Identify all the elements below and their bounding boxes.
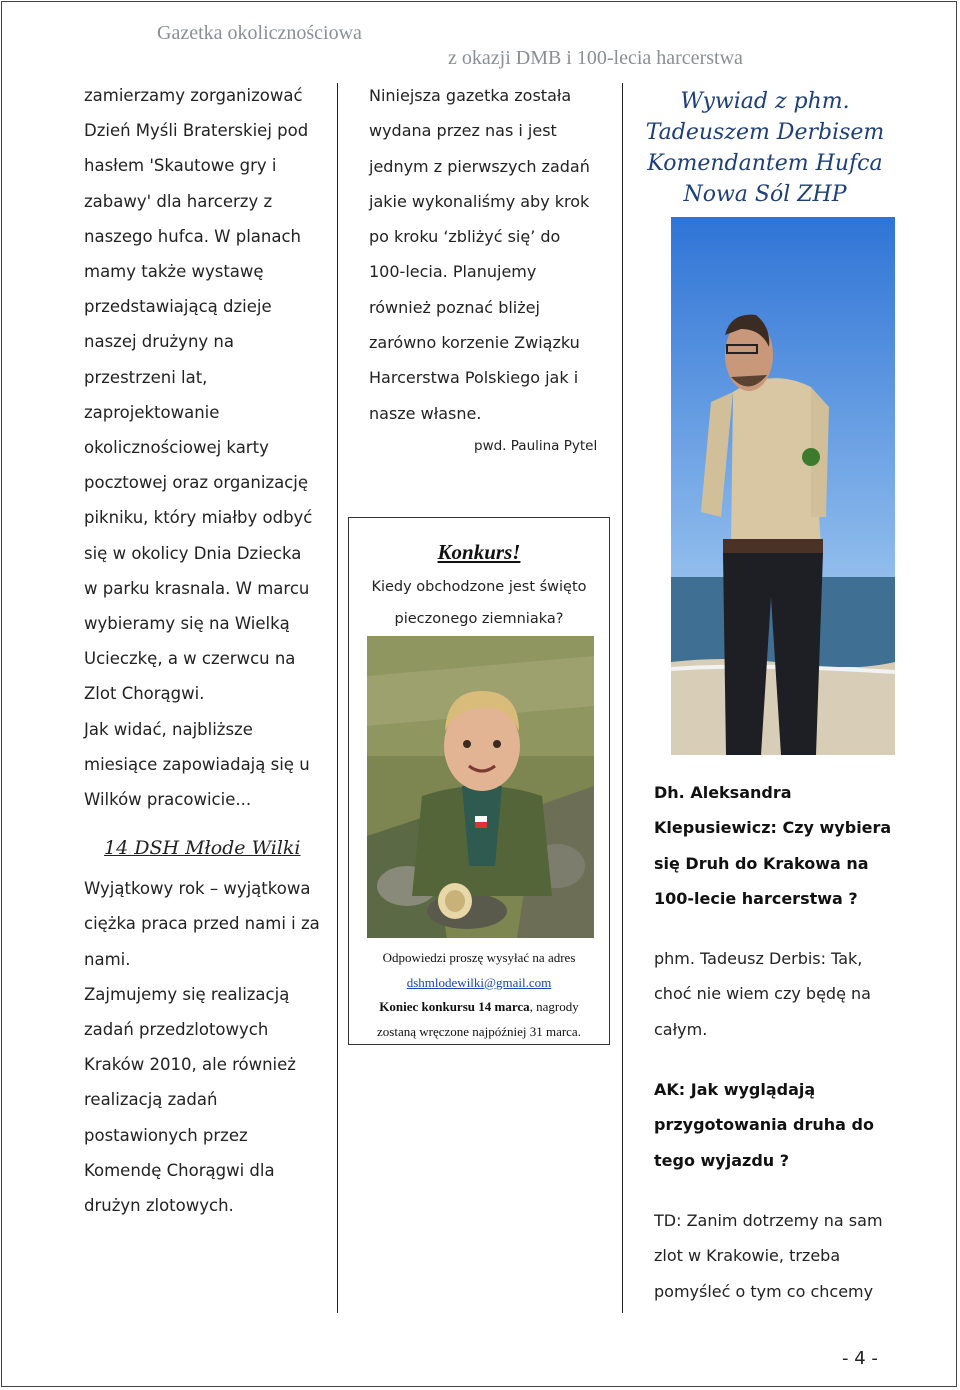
column-divider-left (337, 83, 338, 1313)
scoutmaster-beach-illustration (671, 217, 895, 755)
text-line: Wyjątkowy rok – wyjątkowa (84, 879, 311, 899)
text-line: Wilków pracowicie... (84, 790, 252, 810)
contest-title: Konkurs! (437, 540, 521, 564)
middle-column-text (369, 78, 619, 431)
scoutmaster-photo (671, 217, 895, 755)
text-line: Zajmujemy się realizacją (84, 984, 290, 1004)
question-line: Klepusiewicz: Czy wybiera (654, 818, 892, 838)
question-line: tego wyjazdu ? (654, 1150, 790, 1170)
text-line: Zlot Chorągwi. (84, 684, 205, 704)
text-line: naszego hufca. W planach (84, 226, 302, 246)
footer-deadline-line (349, 995, 609, 1020)
email-link[interactable]: dshmlodewilki@gmail.com (406, 974, 552, 990)
spacer (654, 1047, 904, 1072)
text-line: Ucieczkę, a w czerwcu na (84, 649, 296, 669)
text-line: drużyn zlotowych. (84, 1196, 234, 1216)
text-line: wydana przez nas i jest (369, 121, 557, 141)
header-right: z okazji DMB i 100-lecia harcerstwa (448, 47, 743, 69)
answer-line: całym. (654, 1019, 708, 1039)
text-line: się w okolicy Dnia Dziecka (84, 543, 302, 563)
question-line: się Druh do Krakowa na (654, 853, 869, 873)
contest-footer (349, 946, 609, 1044)
section-subheading: 14 DSH Młode Wilki (104, 837, 301, 860)
left-column-text (84, 78, 329, 1223)
text-line: nami. (84, 949, 131, 969)
deadline-rest: , nagrody (529, 999, 579, 1014)
title-line: Tadeuszem Derbisem (645, 120, 885, 145)
text-line: jakie wykonaliśmy aby krok (369, 191, 590, 211)
text-line: Niniejsza gazetka została (369, 86, 572, 105)
text-line: nasze własne. (369, 403, 482, 423)
boy-scout-illustration (367, 636, 594, 938)
text-line: Kraków 2010, ale również (84, 1055, 296, 1075)
boy-scout-photo (367, 636, 594, 938)
question-line: 100-lecie harcerstwa ? (654, 888, 858, 908)
answer-line: TD: Zanim dotrzemy na sam (654, 1210, 883, 1230)
text-line: pocztowej oraz organizację (84, 473, 309, 493)
text-line: zaprojektowanie (84, 402, 220, 422)
text-line: mamy także wystawę (84, 262, 264, 282)
header-left: Gazetka okolicznościowa (157, 22, 362, 44)
question-line: przygotowania druha do (654, 1115, 874, 1135)
text-line: w parku krasnala. W marcu (84, 578, 310, 598)
text-line: zabawy' dla harcerzy z (84, 191, 273, 211)
contest-question (349, 571, 609, 635)
footer-line: Odpowiedzi proszę wysyłać na adres (382, 950, 576, 965)
text-line: Dzień Myśli Braterskiej pod (84, 121, 309, 141)
text-line: przestrzeni lat, (84, 367, 208, 387)
text-line: zarówno korzenie Związku (369, 333, 580, 353)
text-line: 100-lecia. Planujemy (369, 262, 537, 282)
contest-box (348, 517, 610, 1045)
title-line: Nowa Sól ZHP (683, 182, 847, 207)
answer-line: zlot w Krakowie, trzeba (654, 1246, 841, 1266)
text-line: Harcerstwa Polskiego jak i (369, 368, 579, 388)
text-line: po kroku ‘zbliżyć się’ do (369, 227, 561, 247)
footer-line: zostaną wręczone najpóźniej 31 marca. (377, 1023, 581, 1039)
question-line: pieczonego ziemniaka? (394, 611, 564, 627)
text-line: okolicznościowej karty (84, 438, 269, 458)
text-line: postawionych przez (84, 1125, 248, 1145)
signature: pwd. Paulina Pytel (474, 438, 598, 454)
title-line: Wywiad z phm. (680, 89, 850, 114)
text-line: ciężka praca przed nami i za (84, 914, 320, 934)
text-line: zadań przedzlotowych (84, 1020, 269, 1040)
text-line: przedstawiającą dzieje (84, 297, 272, 317)
answer-line: pomyśleć o tym co chcemy (654, 1281, 874, 1301)
text-line: Jak widać, najbliższe (84, 719, 253, 739)
text-line: również poznać bliżej (369, 297, 540, 317)
text-line: pikniku, który miałby odbyć (84, 508, 313, 528)
question-line: AK: Jak wyglądają (654, 1080, 816, 1100)
text-line: realizacją zadań (84, 1090, 218, 1110)
question-line: Kiedy obchodzone jest święto (371, 579, 587, 595)
question-line: Dh. Aleksandra (654, 783, 792, 802)
interview-text (654, 775, 904, 1309)
text-line: jednym z pierwszych zadań (369, 156, 590, 176)
spacer (654, 1178, 904, 1203)
title-line: Komendantem Hufca (647, 151, 883, 176)
text-line: zamierzamy zorganizować (84, 86, 303, 105)
text-line: hasłem 'Skautowe gry i (84, 156, 277, 176)
deadline-bold: Koniec konkursu 14 marca (379, 999, 530, 1014)
text-line: wybieramy się na Wielką (84, 614, 290, 634)
answer-line: phm. Tadeusz Derbis: Tak, (654, 949, 863, 969)
interview-title (632, 86, 898, 210)
column-divider-right (622, 83, 623, 1313)
spacer (654, 916, 904, 941)
text-line: naszej drużyny na (84, 332, 234, 352)
text-line: miesiące zapowiadają się u (84, 754, 310, 774)
text-line: Komendę Chorągwi dla (84, 1160, 275, 1180)
answer-line: choć nie wiem czy będę na (654, 984, 871, 1004)
page-number: - 4 - (842, 1348, 878, 1369)
